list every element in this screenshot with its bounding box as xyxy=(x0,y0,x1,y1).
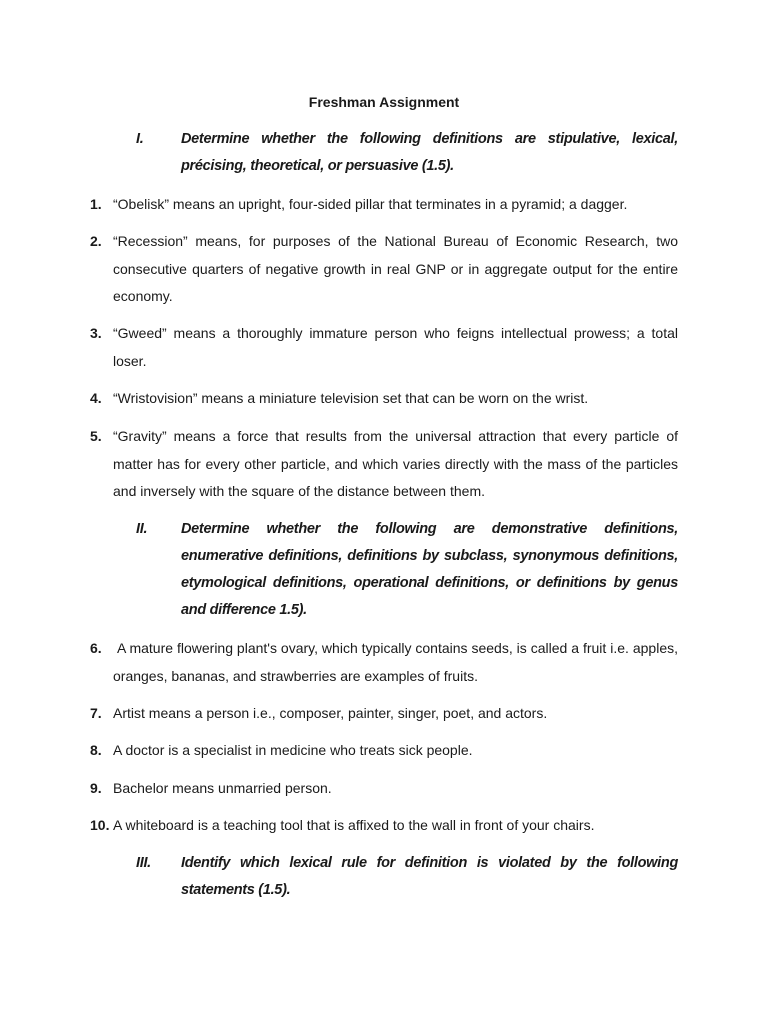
section-instruction: Identify which lexical rule for definition is violated by the following statements (1.5). xyxy=(181,855,678,898)
item-number: 2. xyxy=(90,233,102,249)
list-item-3 xyxy=(90,320,678,375)
item-text: “Obelisk” means an upright, four-sided pillar that terminates in a pyramid; a dagger. xyxy=(113,196,628,212)
document-title: Freshman Assignment xyxy=(308,94,460,110)
list-item-4 xyxy=(90,385,678,413)
section-heading-2 xyxy=(136,516,678,624)
item-number: 7. xyxy=(90,705,102,721)
list-item-2 xyxy=(90,228,678,311)
list-item-5 xyxy=(90,423,678,506)
item-number: 8. xyxy=(90,742,102,758)
section-number: III. xyxy=(136,855,151,871)
item-number: 5. xyxy=(90,428,102,444)
section-instruction: Determine whether the following are demonstrative definitions, enumerative definitions, definitions by subclass, synonymous definitions, etymological definitions, operational definitions, or definitions by genus and difference 1.5). xyxy=(181,521,678,618)
list-item-7 xyxy=(90,700,678,728)
section-heading-3 xyxy=(136,850,678,904)
section-number: I. xyxy=(136,131,144,147)
item-text: “Recession” means, for purposes of the National Bureau of Economic Research, two consecutive quarters of negative growth in real GNP or in aggregate output for the entire economy. xyxy=(113,233,678,304)
item-text: A doctor is a specialist in medicine who treats sick people. xyxy=(113,742,473,758)
section-number: II. xyxy=(136,521,148,537)
section-heading-1 xyxy=(136,126,678,180)
item-number: 4. xyxy=(90,390,102,406)
list-item-8 xyxy=(90,737,678,765)
item-text: A whiteboard is a teaching tool that is affixed to the wall in front of your chairs. xyxy=(113,817,595,833)
item-number: 6. xyxy=(90,640,102,656)
list-item-6 xyxy=(90,635,682,690)
item-text: “Gravity” means a force that results from the universal attraction that every particle of matter has for every other particle, and which varies directly with the mass of the particles and inversely with the square of the distance between them. xyxy=(113,428,678,499)
item-text: A mature flowering plant's ovary, which typically contains seeds, is called a fruit i.e. apples, oranges, bananas, and strawberries are examples of fruits. xyxy=(113,640,682,684)
item-number: 1. xyxy=(90,196,102,212)
item-number: 9. xyxy=(90,780,102,796)
item-text: “Gweed” means a thoroughly immature person who feigns intellectual prowess; a total loser. xyxy=(113,325,678,369)
item-number: 10. xyxy=(90,817,110,833)
item-text: Bachelor means unmarried person. xyxy=(113,780,332,796)
section-instruction: Determine whether the following definitions are stipulative, lexical, précising, theoretical, or persuasive (1.5). xyxy=(181,131,678,174)
item-text: “Wristovision” means a miniature television set that can be worn on the wrist. xyxy=(113,390,589,406)
item-number: 3. xyxy=(90,325,102,341)
list-item-10 xyxy=(90,812,678,840)
list-item-1 xyxy=(90,191,678,219)
list-item-9 xyxy=(90,775,678,803)
item-text: Artist means a person i.e., composer, painter, singer, poet, and actors. xyxy=(113,705,548,721)
